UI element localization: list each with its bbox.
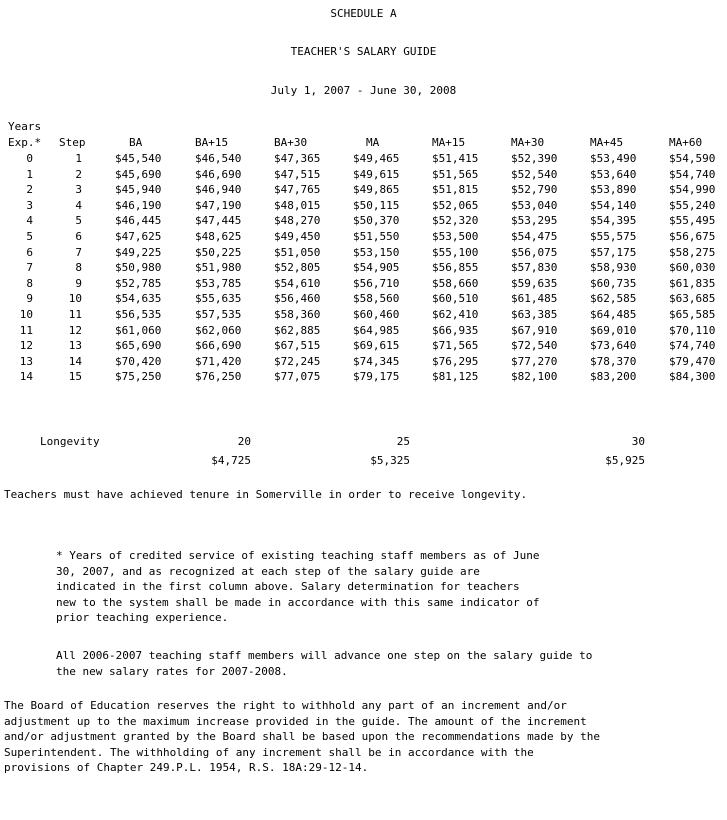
column-header-baplus15: BA+15 <box>195 136 229 149</box>
years-cell: 0 <box>26 152 33 165</box>
longevity-years-25: 25 <box>396 435 410 448</box>
column-header-maplus60: MA+60 <box>669 136 703 149</box>
salary-cell: $60,030 <box>669 261 716 274</box>
salary-cell: $53,640 <box>590 168 637 181</box>
salary-cell: $51,565 <box>432 168 479 181</box>
salary-cell: $57,830 <box>511 261 558 274</box>
step-cell: 10 <box>68 292 82 305</box>
salary-cell: $58,360 <box>274 308 321 321</box>
salary-cell: $45,690 <box>115 168 162 181</box>
salary-cell: $51,415 <box>432 152 479 165</box>
salary-cell: $81,125 <box>432 370 479 383</box>
salary-cell: $52,390 <box>511 152 558 165</box>
salary-cell: $78,370 <box>590 355 637 368</box>
step-cell: 13 <box>68 339 82 352</box>
footnote-line: indicated in the first column above. Salary determination for teachers <box>56 580 520 593</box>
years-cell: 11 <box>19 324 33 337</box>
salary-cell: $64,485 <box>590 308 637 321</box>
salary-cell: $61,835 <box>669 277 716 290</box>
salary-cell: $62,585 <box>590 292 637 305</box>
salary-cell: $45,540 <box>115 152 162 165</box>
salary-cell: $64,985 <box>353 324 400 337</box>
footnote-line: * Years of credited service of existing teaching staff members as of June <box>56 549 540 562</box>
salary-cell: $53,490 <box>590 152 637 165</box>
step-cell: 9 <box>75 277 82 290</box>
salary-cell: $55,240 <box>669 199 716 212</box>
salary-cell: $51,815 <box>432 183 479 196</box>
salary-cell: $46,940 <box>195 183 242 196</box>
step-header: Step <box>59 136 86 149</box>
salary-cell: $70,110 <box>669 324 716 337</box>
salary-cell: $54,990 <box>669 183 716 196</box>
salary-cell: $76,250 <box>195 370 242 383</box>
salary-cell: $54,905 <box>353 261 400 274</box>
salary-cell: $55,575 <box>590 230 637 243</box>
salary-cell: $51,980 <box>195 261 242 274</box>
board-line: provisions of Chapter 249.P.L. 1954, R.S. 18A:29-12-14. <box>4 761 369 774</box>
salary-cell: $65,585 <box>669 308 716 321</box>
salary-cell: $54,475 <box>511 230 558 243</box>
period-label: July 1, 2007 - June 30, 2008 <box>270 84 457 97</box>
years-cell: 14 <box>19 370 33 383</box>
years-header-bottom: Exp.* <box>8 136 42 149</box>
salary-cell: $74,740 <box>669 339 716 352</box>
step-cell: 14 <box>68 355 82 368</box>
step-cell: 11 <box>68 308 82 321</box>
salary-cell: $54,635 <box>115 292 162 305</box>
years-cell: 6 <box>26 246 33 259</box>
salary-cell: $72,540 <box>511 339 558 352</box>
salary-cell: $58,660 <box>432 277 479 290</box>
salary-cell: $47,625 <box>115 230 162 243</box>
salary-cell: $55,635 <box>195 292 242 305</box>
salary-cell: $58,560 <box>353 292 400 305</box>
salary-cell: $54,140 <box>590 199 637 212</box>
salary-cell: $69,010 <box>590 324 637 337</box>
salary-cell: $47,365 <box>274 152 321 165</box>
salary-cell: $49,450 <box>274 230 321 243</box>
salary-cell: $61,485 <box>511 292 558 305</box>
salary-cell: $52,320 <box>432 214 479 227</box>
salary-cell: $58,275 <box>669 246 716 259</box>
longevity-amount-25: $5,325 <box>370 454 410 467</box>
salary-cell: $51,550 <box>353 230 400 243</box>
salary-cell: $55,495 <box>669 214 716 227</box>
salary-cell: $76,295 <box>432 355 479 368</box>
salary-cell: $49,615 <box>353 168 400 181</box>
column-header-maplus45: MA+45 <box>590 136 624 149</box>
years-cell: 12 <box>19 339 33 352</box>
schedule-label: SCHEDULE A <box>330 7 397 20</box>
salary-cell: $56,460 <box>274 292 321 305</box>
salary-cell: $56,675 <box>669 230 716 243</box>
salary-cell: $53,785 <box>195 277 242 290</box>
salary-cell: $47,515 <box>274 168 321 181</box>
salary-cell: $46,540 <box>195 152 242 165</box>
step-cell: 15 <box>68 370 82 383</box>
salary-cell: $48,625 <box>195 230 242 243</box>
salary-cell: $53,295 <box>511 214 558 227</box>
step-cell: 6 <box>75 230 82 243</box>
salary-cell: $52,805 <box>274 261 321 274</box>
salary-cell: $79,175 <box>353 370 400 383</box>
footnote-line: 30, 2007, and as recognized at each step of the salary guide are <box>56 565 480 578</box>
salary-cell: $48,270 <box>274 214 321 227</box>
years-cell: 13 <box>19 355 33 368</box>
salary-cell: $65,690 <box>115 339 162 352</box>
step-cell: 4 <box>75 199 82 212</box>
salary-cell: $63,685 <box>669 292 716 305</box>
step-cell: 2 <box>75 168 82 181</box>
salary-cell: $54,610 <box>274 277 321 290</box>
salary-cell: $70,420 <box>115 355 162 368</box>
years-cell: 2 <box>26 183 33 196</box>
salary-cell: $49,865 <box>353 183 400 196</box>
salary-cell: $82,100 <box>511 370 558 383</box>
years-cell: 4 <box>26 214 33 227</box>
salary-cell: $52,065 <box>432 199 479 212</box>
salary-cell: $57,175 <box>590 246 637 259</box>
salary-cell: $52,790 <box>511 183 558 196</box>
years-header-top: Years <box>8 120 42 133</box>
salary-cell: $74,345 <box>353 355 400 368</box>
salary-cell: $52,785 <box>115 277 162 290</box>
salary-cell: $79,470 <box>669 355 716 368</box>
salary-cell: $48,015 <box>274 199 321 212</box>
salary-cell: $53,040 <box>511 199 558 212</box>
salary-cell: $62,410 <box>432 308 479 321</box>
salary-cell: $66,935 <box>432 324 479 337</box>
step-cell: 5 <box>75 214 82 227</box>
years-cell: 7 <box>26 261 33 274</box>
step-cell: 7 <box>75 246 82 259</box>
salary-cell: $56,855 <box>432 261 479 274</box>
column-header-ma: MA <box>366 136 380 149</box>
salary-cell: $54,590 <box>669 152 716 165</box>
salary-cell: $47,190 <box>195 199 242 212</box>
salary-cell: $72,245 <box>274 355 321 368</box>
salary-cell: $73,640 <box>590 339 637 352</box>
salary-cell: $57,535 <box>195 308 242 321</box>
salary-cell: $63,385 <box>511 308 558 321</box>
salary-cell: $54,740 <box>669 168 716 181</box>
salary-cell: $50,225 <box>195 246 242 259</box>
salary-cell: $52,540 <box>511 168 558 181</box>
salary-cell: $53,890 <box>590 183 637 196</box>
salary-cell: $56,710 <box>353 277 400 290</box>
longevity-label: Longevity <box>40 435 100 448</box>
salary-cell: $46,690 <box>195 168 242 181</box>
salary-cell: $56,535 <box>115 308 162 321</box>
salary-cell: $84,300 <box>669 370 716 383</box>
advance-line: All 2006-2007 teaching staff members will advance one step on the salary guide to <box>56 649 593 662</box>
years-cell: 5 <box>26 230 33 243</box>
salary-cell: $67,910 <box>511 324 558 337</box>
salary-cell: $75,250 <box>115 370 162 383</box>
board-line: and/or adjustment granted by the Board shall be based upon the recommendations made by the <box>4 730 601 743</box>
salary-cell: $69,615 <box>353 339 400 352</box>
salary-cell: $56,075 <box>511 246 558 259</box>
longevity-amount-20: $4,725 <box>211 454 251 467</box>
salary-cell: $60,735 <box>590 277 637 290</box>
salary-cell: $60,460 <box>353 308 400 321</box>
salary-cell: $71,420 <box>195 355 242 368</box>
salary-cell: $61,060 <box>115 324 162 337</box>
salary-cell: $46,190 <box>115 199 162 212</box>
board-line: Superintendent. The withholding of any increment shall be in accordance with the <box>4 746 534 759</box>
salary-cell: $66,690 <box>195 339 242 352</box>
footnote-line: new to the system shall be made in accordance with this same indicator of <box>56 596 540 609</box>
salary-cell: $71,565 <box>432 339 479 352</box>
step-cell: 3 <box>75 183 82 196</box>
years-cell: 10 <box>19 308 33 321</box>
step-cell: 12 <box>68 324 82 337</box>
step-cell: 8 <box>75 261 82 274</box>
salary-cell: $77,075 <box>274 370 321 383</box>
column-header-maplus30: MA+30 <box>511 136 545 149</box>
board-line: adjustment up to the maximum increase provided in the guide. The amount of the increment <box>4 715 587 728</box>
salary-cell: $62,885 <box>274 324 321 337</box>
years-cell: 8 <box>26 277 33 290</box>
step-cell: 1 <box>75 152 82 165</box>
column-header-baplus30: BA+30 <box>274 136 308 149</box>
salary-cell: $54,395 <box>590 214 637 227</box>
years-cell: 3 <box>26 199 33 212</box>
salary-cell: $83,200 <box>590 370 637 383</box>
salary-cell: $51,050 <box>274 246 321 259</box>
salary-cell: $53,150 <box>353 246 400 259</box>
footnote-line: prior teaching experience. <box>56 611 229 624</box>
longevity-years-20: 20 <box>237 435 251 448</box>
salary-cell: $77,270 <box>511 355 558 368</box>
advance-line: the new salary rates for 2007-2008. <box>56 665 288 678</box>
salary-cell: $45,940 <box>115 183 162 196</box>
salary-cell: $60,510 <box>432 292 479 305</box>
column-header-ba: BA <box>129 136 143 149</box>
years-cell: 1 <box>26 168 33 181</box>
salary-cell: $67,515 <box>274 339 321 352</box>
salary-cell: $50,115 <box>353 199 400 212</box>
salary-cell: $62,060 <box>195 324 242 337</box>
salary-cell: $50,980 <box>115 261 162 274</box>
salary-cell: $58,930 <box>590 261 637 274</box>
salary-cell: $47,445 <box>195 214 242 227</box>
years-cell: 9 <box>26 292 33 305</box>
page-title: TEACHER'S SALARY GUIDE <box>290 45 437 58</box>
salary-cell: $49,465 <box>353 152 400 165</box>
longevity-amount-30: $5,925 <box>605 454 645 467</box>
salary-cell: $46,445 <box>115 214 162 227</box>
salary-cell: $49,225 <box>115 246 162 259</box>
salary-cell: $47,765 <box>274 183 321 196</box>
board-line: The Board of Education reserves the right to withhold any part of an increment and/or <box>4 699 567 712</box>
salary-cell: $59,635 <box>511 277 558 290</box>
column-header-maplus15: MA+15 <box>432 136 466 149</box>
salary-cell: $50,370 <box>353 214 400 227</box>
tenure-note: Teachers must have achieved tenure in Somerville in order to receive longevity. <box>4 488 528 501</box>
longevity-years-30: 30 <box>631 435 645 448</box>
salary-cell: $53,500 <box>432 230 479 243</box>
salary-cell: $55,100 <box>432 246 479 259</box>
